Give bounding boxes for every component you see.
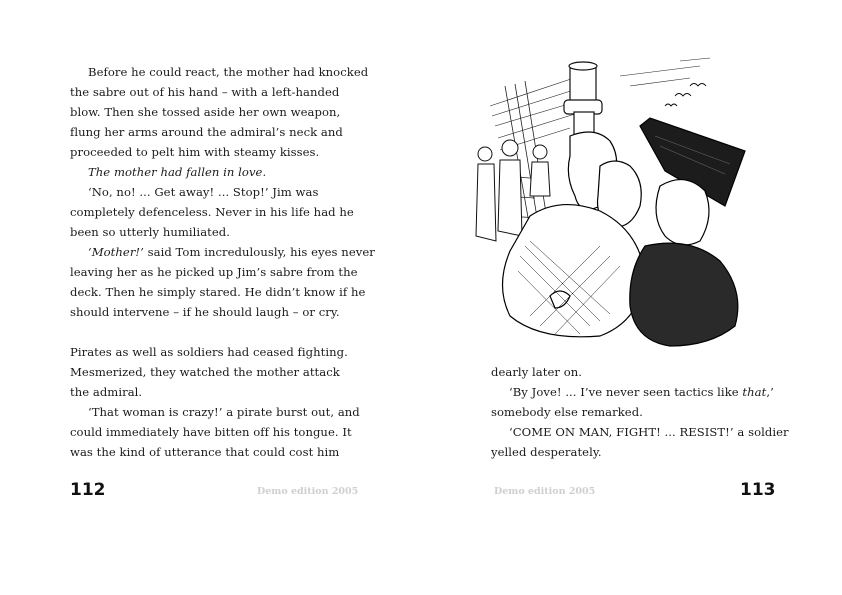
text-line: the admiral.: [70, 385, 143, 399]
text-line: been so utterly humiliated.: [70, 225, 230, 239]
text-line: Before he could react, the mother had knocked: [88, 65, 369, 79]
text-segment: said Tom incredulously, his eyes never: [143, 245, 375, 259]
birds: [665, 84, 706, 107]
text-line: should intervene – if he should laugh – or cry.: [70, 305, 340, 319]
text-line: deck. Then he simply stared. He didn’t know if he: [70, 285, 366, 299]
illustration-pirate-kiss: [470, 46, 782, 352]
text-line: ‘No, no! ... Get away! ... Stop!’ Jim was: [88, 185, 319, 199]
text-line: flung her arms around the admiral’s neck and: [70, 125, 343, 139]
text-line: dearly later on.: [491, 365, 582, 379]
text-line: Mesmerized, they watched the mother attack: [70, 365, 340, 379]
watermark-right: Demo edition 2005: [494, 486, 596, 497]
text-line: somebody else remarked.: [491, 405, 643, 419]
text-line: leaving her as he picked up Jim’s sabre from the: [70, 265, 358, 279]
italic-word: that: [742, 385, 767, 399]
text-line: could immediately have bitten off his tongue. It: [70, 425, 352, 439]
italic-word: ‘Mother!’: [88, 245, 144, 259]
page-number-left: 112: [70, 480, 106, 500]
text-line: The mother had fallen in love.: [88, 165, 267, 179]
text-line: [88, 242, 375, 262]
text-line: was the kind of utterance that could cost him: [70, 445, 340, 459]
text-line: ‘COME ON MAN, FIGHT! ... RESIST!’ a soldier: [509, 425, 789, 439]
text-line: [509, 382, 774, 402]
text-line: blow. Then she tossed aside her own weapon,: [70, 105, 341, 119]
text-line: ‘That woman is crazy!’ a pirate burst out, and: [88, 405, 360, 419]
text-line: completely defenceless. Never in his life had he: [70, 205, 354, 219]
text-segment: ‘By Jove! ... I’ve never seen tactics like: [509, 385, 743, 399]
text-line: the sabre out of his hand – with a left-handed: [70, 85, 340, 99]
text-line: yelled desperately.: [491, 445, 602, 459]
text-segment: ,’: [766, 385, 774, 399]
watermark-left: Demo edition 2005: [257, 486, 359, 497]
text-line: proceeded to pelt him with steamy kisses.: [70, 145, 320, 159]
mother-figure: [503, 132, 646, 337]
page-number-right: 113: [740, 480, 776, 500]
text-line: Pirates as well as soldiers had ceased fighting.: [70, 345, 348, 359]
